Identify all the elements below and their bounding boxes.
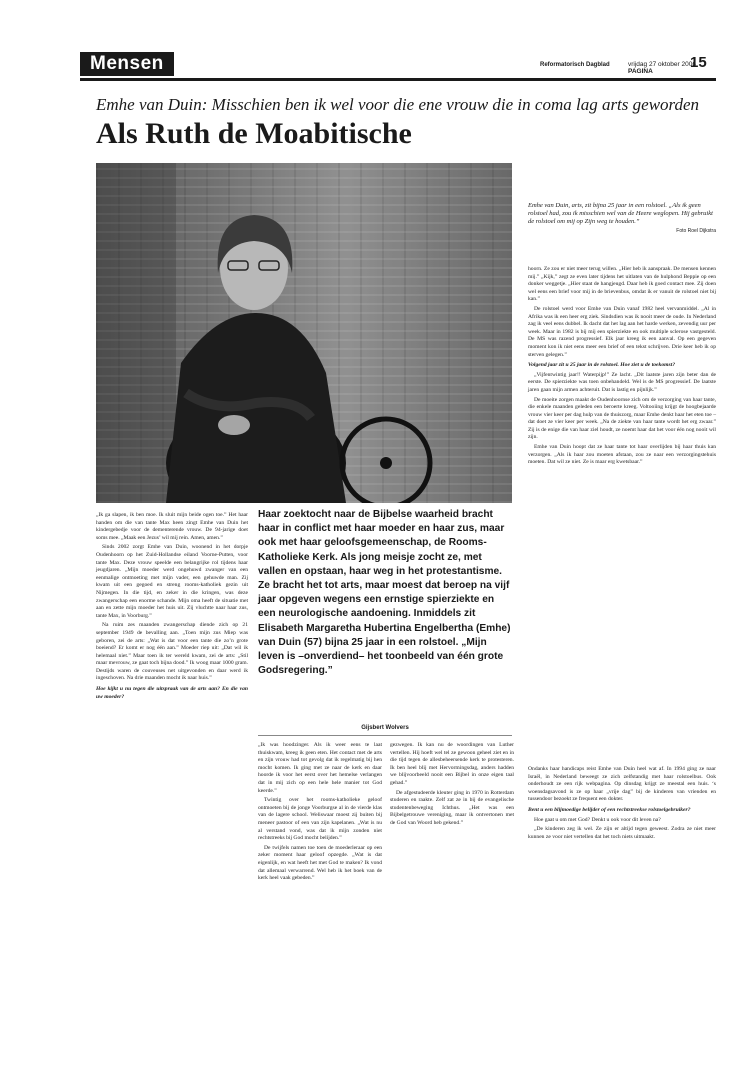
- paragraph: „Ik was hoodzinger. Als ik weer eens te laat thuiskwam, kreeg ik geen eten. Het contact met de arts en zijn vrouw had tot gevolg dat ik regelmatig bij hen mocht komen. Ik ging met ze naar de kerk en daar hoorde ik voor het eerst over het hemelse verlangen dat in mij zich op een hele hele manier tot God keerde.”: [258, 742, 382, 794]
- paragraph: „Ik ga slapen, ik ben moe. Ik sluit mijn beide ogen toe.” Het haar handen om die van tante Max heen zingt Emhe van Duin het kindergebedje voor de dementerende vrouw. De 94-jarige doet soms mee. „Maak een Jezus’ wil mij rein. Amen, amen.”: [96, 512, 248, 541]
- issue-date-text: vrijdag 27 oktober 2006: [628, 61, 696, 68]
- subhead-question: Bent u een blijmoedige belijder of een rechtstreekse rolstoelgebruiker?: [528, 806, 691, 813]
- page-number: 15: [690, 54, 707, 71]
- column-right-top: [528, 266, 716, 469]
- paragraph: De moeite zorgen maakt de Oudenhoornse zich om de verzorging van haar tante, die enkele maanden geleden een beroerte kreeg. Voltooiing krijgt de hoogbejaarde vrouw vier keer per dag hulp van de thuiszorg, maar Emhe denkt haar het eten toe – dat doet ze vier keer per week. „Na de ziekte van haar tante wordt het erg zwaar.” Zij is de enige die van haar ziel houdt, ze noemt haar dat het voor één nog nooit wil zijn.: [528, 396, 716, 441]
- edition-label: PAGINA: [628, 68, 653, 75]
- section-title: Mensen: [80, 52, 174, 76]
- paragraph: Emhe van Duin hoopt dat ze haar tante tot haar overlijden bij haar thuis kan verzorgen. „Als ik haar zou moeten afstaan, zou ze naar een verzorgingstehuis moeten. Dat wil ze niet. Ze is maar erg kwetsbaar.”: [528, 444, 716, 466]
- paragraph: De twijfels namen toe toen de moederleraar op een zeker moment haar geloof opzegde. „Wat is dat eigenlijk, en wat heeft het met God te maken? Ik vond dat allemaal verwarrend. Wel heb ik het boek van de kerk heel vaak gebeden.”: [258, 844, 382, 882]
- subhead-question: Volgend jaar zit u 25 jaar in de rolstoel. Hoe ziet u de toekomst?: [528, 362, 675, 369]
- article-kicker: Emhe van Duin: Misschien ben ik wel voor die ene vrouw die in coma lag arts geworden: [96, 95, 700, 114]
- paragraph: gezwegen. Ik kan nu de woordingen van Luther vertellen. Hij hoeft wel tel ze gewoon geheel ziet en in die tijd tegen de allesbeheersende kerk te protesteren. Ik ben heel blij met Hervormingsdag, anders hadden we blijvoorbeeld nooit een Bijbel in onze eigen taal gehad.”: [390, 742, 514, 786]
- article-photo: [96, 163, 512, 503]
- article-headline: Als Ruth de Moabitische: [96, 117, 412, 150]
- paragraph: De afgestudeerde kleuter ging in 1970 in Rotterdam studeren en raakte. Zelf zat ze in bij de evangelische studentenbeweging Ichthus. „Het was een Bijbelgetrouwe vereniging, maar ik ontvertonen met de God van Woord heb gekend.”: [390, 789, 514, 826]
- column-left-bottom: [96, 512, 248, 703]
- paragraph: Hoe gaat u om met God? Denkt u ook voor dit leven na?: [534, 816, 661, 823]
- masthead: [80, 52, 716, 81]
- paragraph: Twintig over het rooms-katholieke geloof ontmoeten bij de jonge Voorburgse al in de vierde klas van de lagere school. Weliswaar moest zij buiten bij meneer pastoor of een van zijn kapelanen. „Wat is nu al verstand vond, was dat ik mijn zonden niet rechtstreeks bij God mocht belijden.”: [258, 797, 382, 842]
- byline-rule: [258, 735, 512, 736]
- pull-quote: Haar zoektocht naar de Bijbelse waarheid bracht haar in conflict met haar moeder en haar zus, maar ook met haar geloofsgemeenschap, de Rooms-Katholieke Kerk. Als jong meisje zocht ze, met vallen en opstaan, haar weg in het protestantisme. Ze bracht het tot arts, maar moest dat beroep na vijf jaar opgeven wegens een ernstige spierziekte en een neurologische aandoening. Inmiddels zit Elisabeth Margaretha Hubertina Engelbertha (Emhe) van Duin (57) bijna 25 jaar in een rolstoel. „Mijn leven is –onverdiend– het toonbeeld van één grote Godsregering.”: [258, 509, 511, 677]
- portrait-photo-image: [96, 163, 512, 503]
- paragraph: „Vijfentwintig jaar!! Waterpijp!” Ze lacht. „Dit laatste jaren zijn beter dan de eerste. De spierziekte was toen onbehandeld. Wel is de MS progressief. De laatste jaren gaan mijn armen achteruit. Dat is lastig en pijnlijk.”: [528, 371, 716, 393]
- photo-credit: Foto Roel Dijkstra: [676, 227, 716, 234]
- photo-caption: [528, 202, 716, 235]
- paragraph: De rolstoel werd voor Emhe van Duin vanaf 1982 heel vervanmiddel. „Al in Afrika was ik een heer erg ziek. Sindsdien was ik nooit meer de oude. In Nederland zag ik veel eens dubbel. Ik dacht dat het lag aan het harde werken, zevendig uur per week. Maar in 1982 is bij mij een spierziekte en ook multiple sclerose vastgesteld. De MS was razend progressief. Elk jaar kreeg ik een aanval. Op een gegeven moment kon ik niet eens meer een brief of een tekst schrijven. Drie keer heb ik op sterven gelegen.”: [528, 305, 716, 358]
- column-middle-right-bottom: [390, 742, 514, 830]
- paragraph: hoorn. Ze zou er niet meer terug willen. „Hier heb ik aanspraak. De mensen kennen mij.” „Kijk,” zegt ze even later tijdens het uitlaten van de hulphond Beppie op een donker weggetje. „Hier staat de hangjeugd. Daar heb ik goed contact mee. Zij doen wel eens een brief voor mij in de brievenbus, omdat ik er vanuit de rolstoel niet bij kan.”: [528, 266, 716, 303]
- paper-name: Reformatorisch Dagblad: [540, 62, 610, 68]
- subhead-question: Hoe kijkt u nu tegen die uitspraak van de arts aan? En die van uw moeder?: [96, 686, 248, 700]
- paragraph: Sinds 2002 zorgt Emhe van Duin, woonend in het dorpje Oudenhoorn op het Zuid-Hollandse eiland Voorne-Putten, voor tante Max. Deze vrouw speelde een belangrijke rol tijdens haar jeugdjaren. „Mijn moeder werd ongehuwd zwanger van een eenmalige ontmoeting met mijn vader, een gehuwde man. Zij kwam uit een gegoed en streng rooms-katholiek gezin uit Nijmegen. In die tijd, en zeker in die kringen, was deze zwangerschap een enorme schande. Mijn oma heeft de situatie met aan en zette mijn moeder het huis uit. Zij vluchtte naar haar zus, tante Max, in Voorburg.”: [96, 544, 248, 619]
- byline: Gijsbert Wolvers: [361, 725, 409, 731]
- paragraph: Na ruim zes maanden zwangerschap diende zich op 21 september 1949 de bevalling aan. „Toen mijn zus Miep was geboren, zei de arts: „Wat is dat voor een tante die zo’n grote boeiend? Er komt er nog één aan.” Moeder riep uit: „Dat wil ik helemaal niet.” Maar toen ik ter wereld kwam, zei de arts: „Stil maar mevrouw, ze gaat toch bijna dood.” Ik woog maar 1000 gram. Destijds waren de couveuses net uitgevonden en daar werd ik ingeschoven. Na drie maanden mocht ik naar huis.”: [96, 622, 248, 682]
- column-middle-bottom: [258, 742, 382, 885]
- photo-caption-text: Emhe van Duin, arts, zit bijna 25 jaar in een rolstoel. „Als ik geen rolstoel had, zou ik misschien wel van de Heere weglopen. Hij gebruikt de rolstoel om mij op Zijn weg te houden.”: [528, 202, 713, 226]
- column-far-right-bottom: [528, 766, 716, 843]
- paragraph: Ondanks haar handicaps reist Emhe van Duin heel wat af. In 1994 ging ze naar Israël, in Nederland beweegt ze zich zelfstandig met haar rolstoelbus. Ook onderhoudt ze een rijk webpagina. Op dinsdag krijgt ze meestal een huis. ‘s woensdagsavond is ze op haar „vrije dag” bij de kinderen van vrienden en tussendoor bezoekt ze frequent een dokter.: [528, 766, 716, 803]
- paragraph: „De kinderen zeg ik wel. Ze zijn er altijd tegen geweest. Zodra ze niet meer kunnen ze voor niet vertellen dat het toch niets uitmaakt.: [528, 826, 716, 840]
